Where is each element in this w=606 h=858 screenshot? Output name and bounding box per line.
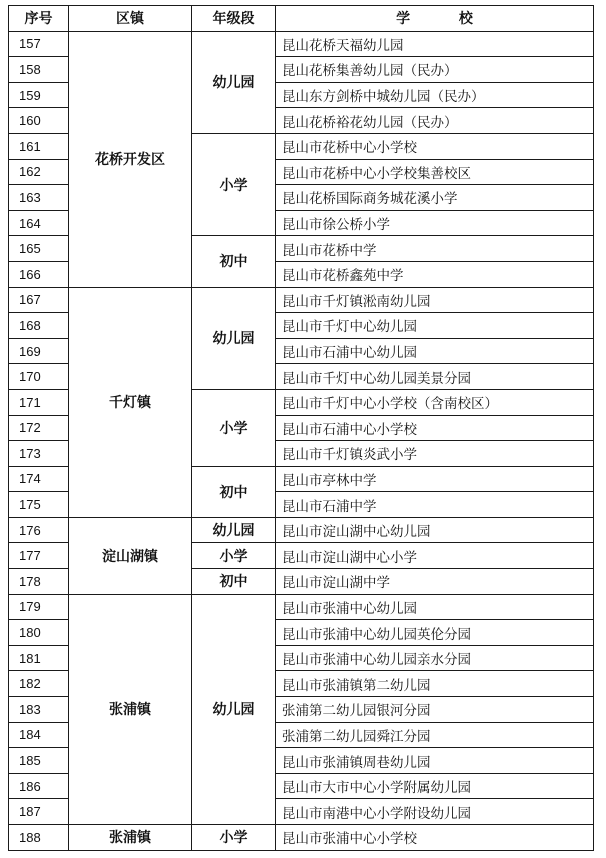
district-cell: 张浦镇 bbox=[69, 825, 192, 851]
school-cell: 昆山市花桥中心小学校 bbox=[276, 133, 594, 159]
table-row bbox=[9, 517, 594, 543]
seq-cell: 161 bbox=[9, 133, 69, 159]
seq-cell: 170 bbox=[9, 364, 69, 390]
school-cell: 昆山市张浦中心幼儿园亲水分园 bbox=[276, 645, 594, 671]
school-cell: 昆山东方剑桥中城幼儿园（民办） bbox=[276, 82, 594, 108]
seq-cell: 171 bbox=[9, 389, 69, 415]
grade-cell: 初中 bbox=[192, 466, 276, 517]
seq-cell: 159 bbox=[9, 82, 69, 108]
school-cell: 昆山市石浦中心小学校 bbox=[276, 415, 594, 441]
table-body bbox=[9, 31, 594, 850]
seq-cell: 179 bbox=[9, 594, 69, 620]
school-cell: 昆山花桥国际商务城花溪小学 bbox=[276, 185, 594, 211]
school-cell: 昆山花桥天福幼儿园 bbox=[276, 31, 594, 57]
school-cell: 昆山市花桥中心小学校集善校区 bbox=[276, 159, 594, 185]
seq-cell: 165 bbox=[9, 236, 69, 262]
school-cell: 张浦第二幼儿园银河分园 bbox=[276, 697, 594, 723]
seq-cell: 166 bbox=[9, 261, 69, 287]
seq-cell: 169 bbox=[9, 338, 69, 364]
seq-cell: 188 bbox=[9, 825, 69, 851]
grade-cell: 小学 bbox=[192, 825, 276, 851]
school-cell: 昆山市徐公桥小学 bbox=[276, 210, 594, 236]
district-cell: 张浦镇 bbox=[69, 594, 192, 824]
school-cell: 昆山市亭林中学 bbox=[276, 466, 594, 492]
seq-cell: 160 bbox=[9, 108, 69, 134]
school-cell: 昆山市千灯镇淞南幼儿园 bbox=[276, 287, 594, 313]
seq-cell: 174 bbox=[9, 466, 69, 492]
header-district: 区镇 bbox=[69, 6, 192, 32]
school-cell: 昆山花桥裕花幼儿园（民办） bbox=[276, 108, 594, 134]
school-cell: 昆山市张浦镇周巷幼儿园 bbox=[276, 748, 594, 774]
school-cell: 昆山市南港中心小学附设幼儿园 bbox=[276, 799, 594, 825]
grade-cell: 初中 bbox=[192, 236, 276, 287]
school-cell: 昆山市张浦中心幼儿园英伦分园 bbox=[276, 620, 594, 646]
seq-cell: 184 bbox=[9, 722, 69, 748]
school-cell: 昆山市石浦中学 bbox=[276, 492, 594, 518]
seq-cell: 178 bbox=[9, 569, 69, 595]
seq-cell: 186 bbox=[9, 773, 69, 799]
seq-cell: 180 bbox=[9, 620, 69, 646]
seq-cell: 164 bbox=[9, 210, 69, 236]
header-row bbox=[9, 6, 594, 32]
header-seq: 序号 bbox=[9, 6, 69, 32]
grade-cell: 幼儿园 bbox=[192, 31, 276, 133]
school-cell: 昆山市张浦镇第二幼儿园 bbox=[276, 671, 594, 697]
grade-cell: 初中 bbox=[192, 569, 276, 595]
grade-cell: 小学 bbox=[192, 133, 276, 235]
school-cell: 昆山市千灯镇炎武小学 bbox=[276, 441, 594, 467]
table-row bbox=[9, 825, 594, 851]
school-cell: 昆山市张浦中心小学校 bbox=[276, 825, 594, 851]
seq-cell: 158 bbox=[9, 57, 69, 83]
table-row bbox=[9, 287, 594, 313]
school-table bbox=[8, 5, 594, 851]
grade-cell: 幼儿园 bbox=[192, 517, 276, 543]
school-cell: 昆山市大市中心小学附属幼儿园 bbox=[276, 773, 594, 799]
seq-cell: 185 bbox=[9, 748, 69, 774]
school-cell: 昆山花桥集善幼儿园（民办） bbox=[276, 57, 594, 83]
district-cell: 千灯镇 bbox=[69, 287, 192, 517]
table-row bbox=[9, 31, 594, 57]
seq-cell: 172 bbox=[9, 415, 69, 441]
school-cell: 昆山市淀山湖中心幼儿园 bbox=[276, 517, 594, 543]
header-school: 学 校 bbox=[276, 6, 594, 32]
school-cell: 昆山市淀山湖中心小学 bbox=[276, 543, 594, 569]
seq-cell: 168 bbox=[9, 313, 69, 339]
seq-cell: 162 bbox=[9, 159, 69, 185]
district-cell: 花桥开发区 bbox=[69, 31, 192, 287]
school-cell: 张浦第二幼儿园舜江分园 bbox=[276, 722, 594, 748]
seq-cell: 177 bbox=[9, 543, 69, 569]
school-cell: 昆山市花桥中学 bbox=[276, 236, 594, 262]
grade-cell: 幼儿园 bbox=[192, 594, 276, 824]
school-list-document bbox=[8, 5, 594, 851]
table-row bbox=[9, 594, 594, 620]
school-cell: 昆山市淀山湖中学 bbox=[276, 569, 594, 595]
seq-cell: 187 bbox=[9, 799, 69, 825]
district-cell: 淀山湖镇 bbox=[69, 517, 192, 594]
grade-cell: 小学 bbox=[192, 389, 276, 466]
seq-cell: 175 bbox=[9, 492, 69, 518]
seq-cell: 157 bbox=[9, 31, 69, 57]
school-cell: 昆山市花桥鑫苑中学 bbox=[276, 261, 594, 287]
school-cell: 昆山市千灯中心小学校（含南校区） bbox=[276, 389, 594, 415]
seq-cell: 167 bbox=[9, 287, 69, 313]
seq-cell: 163 bbox=[9, 185, 69, 211]
seq-cell: 182 bbox=[9, 671, 69, 697]
school-cell: 昆山市千灯中心幼儿园 bbox=[276, 313, 594, 339]
school-cell: 昆山市千灯中心幼儿园美景分园 bbox=[276, 364, 594, 390]
school-cell: 昆山市石浦中心幼儿园 bbox=[276, 338, 594, 364]
seq-cell: 173 bbox=[9, 441, 69, 467]
seq-cell: 176 bbox=[9, 517, 69, 543]
header-grade: 年级段 bbox=[192, 6, 276, 32]
school-cell: 昆山市张浦中心幼儿园 bbox=[276, 594, 594, 620]
seq-cell: 181 bbox=[9, 645, 69, 671]
grade-cell: 小学 bbox=[192, 543, 276, 569]
seq-cell: 183 bbox=[9, 697, 69, 723]
grade-cell: 幼儿园 bbox=[192, 287, 276, 389]
